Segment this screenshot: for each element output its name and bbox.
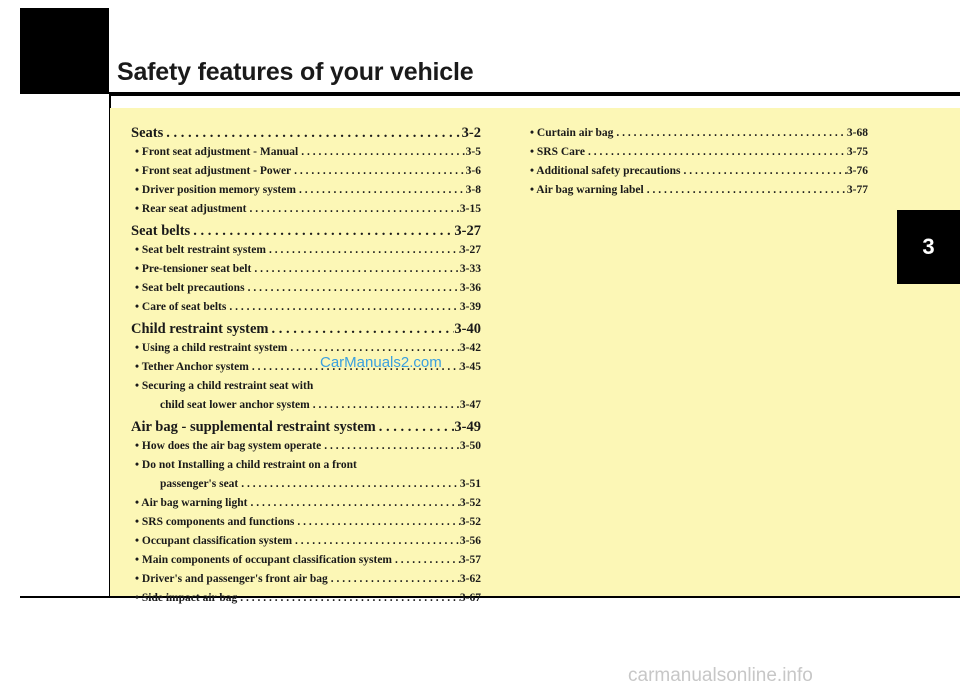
toc-page-number: 3-77 <box>846 184 868 196</box>
toc-entry[interactable] <box>131 241 481 260</box>
toc-page-number: 3-68 <box>846 127 868 139</box>
toc-entry[interactable] <box>131 396 481 415</box>
toc-page-number: 3-52 <box>459 497 481 509</box>
toc-page-number: 3-76 <box>846 165 868 177</box>
toc-page-number: 3-47 <box>459 399 481 411</box>
toc-section[interactable] <box>131 222 481 241</box>
toc-label: • Air bag warning label <box>530 184 644 196</box>
toc-label: • Air bag warning light <box>135 497 248 509</box>
leader-dots <box>163 124 461 143</box>
leader-dots <box>328 570 460 589</box>
toc-page-number: 3-49 <box>454 419 481 435</box>
leader-dots <box>292 532 460 551</box>
chapter-tab[interactable]: 3 <box>897 210 960 284</box>
leader-dots <box>238 475 460 494</box>
toc-label: • Tether Anchor system <box>135 361 249 373</box>
toc-entry[interactable] <box>131 551 481 570</box>
toc-entry[interactable] <box>131 532 481 551</box>
toc-label: • Driver position memory system <box>135 184 296 196</box>
toc-label: • Care of seat belts <box>135 301 227 313</box>
toc-entry[interactable] <box>131 494 481 513</box>
toc-entry[interactable] <box>131 570 481 589</box>
toc-label: • Securing a child restraint seat with <box>135 380 314 392</box>
footer-watermark: carmanualsonline.info <box>628 665 813 686</box>
toc-label: • Front seat adjustment - Manual <box>135 146 299 158</box>
toc-label: Child restraint system <box>131 321 269 337</box>
toc-entry[interactable] <box>131 162 481 181</box>
toc-entry[interactable] <box>131 181 481 200</box>
leader-dots <box>251 260 460 279</box>
toc-label: • Curtain air bag <box>530 127 614 139</box>
leader-dots <box>268 320 454 339</box>
toc-entry[interactable] <box>131 279 481 298</box>
leader-dots <box>298 143 465 162</box>
toc-page-number: 3-62 <box>459 573 481 585</box>
toc-page-number: 3-27 <box>459 244 481 256</box>
toc-label: • Main components of occupant classification system <box>135 554 393 566</box>
toc-page-number: 3-45 <box>459 361 481 373</box>
toc-page-number: 3-5 <box>465 146 481 158</box>
toc-label: passenger's seat <box>160 478 239 490</box>
toc-entry[interactable] <box>131 143 481 162</box>
toc-page-number: 3-67 <box>459 592 481 604</box>
leader-dots <box>237 589 460 608</box>
toc-label: • Occupant classification system <box>135 535 293 547</box>
toc-entry[interactable] <box>131 200 481 219</box>
toc-label: • Rear seat adjustment <box>135 203 247 215</box>
toc-label: • SRS components and functions <box>135 516 295 528</box>
toc-entry[interactable] <box>131 437 481 456</box>
toc-label: • Pre-tensioner seat belt <box>135 263 252 275</box>
toc-page-number: 3-33 <box>459 263 481 275</box>
leader-dots <box>392 551 460 570</box>
leader-dots <box>310 396 460 415</box>
toc-label: child seat lower anchor system <box>160 399 310 411</box>
toc-entry[interactable] <box>131 456 481 475</box>
toc-right-column <box>526 124 868 200</box>
title-rule <box>109 92 960 96</box>
toc-label: • Using a child restraint system <box>135 342 288 354</box>
toc-entry[interactable] <box>131 513 481 532</box>
toc-label: • Seat belt restraint system <box>135 244 266 256</box>
page-title: Safety features of your vehicle <box>117 58 474 86</box>
toc-label: • How does the air bag system operate <box>135 440 322 452</box>
leader-dots <box>247 494 459 513</box>
toc-page-number: 3-57 <box>459 554 481 566</box>
toc-entry[interactable] <box>131 260 481 279</box>
toc-page-number: 3-36 <box>459 282 481 294</box>
toc-entry[interactable] <box>526 124 868 143</box>
leader-dots <box>190 222 454 241</box>
toc-label: • Seat belt precautions <box>135 282 245 294</box>
toc-page-number: 3-75 <box>846 146 868 158</box>
toc-page-number: 3-52 <box>459 516 481 528</box>
toc-entry[interactable] <box>526 162 868 181</box>
leader-dots <box>321 437 460 456</box>
toc-label: • Front seat adjustment - Power <box>135 165 292 177</box>
leader-dots <box>296 181 466 200</box>
leader-dots <box>585 143 847 162</box>
toc-entry[interactable] <box>131 475 481 494</box>
leader-dots <box>291 162 465 181</box>
toc-entry[interactable] <box>526 181 868 200</box>
toc-page-number: 3-6 <box>465 165 481 177</box>
toc-page-number: 3-39 <box>459 301 481 313</box>
toc-page-number: 3-50 <box>459 440 481 452</box>
toc-entry[interactable] <box>131 377 481 396</box>
toc-page-number: 3-51 <box>459 478 481 490</box>
toc-section[interactable] <box>131 320 481 339</box>
leader-dots <box>266 241 460 260</box>
leader-dots <box>245 279 460 298</box>
toc-label: • Do not Installing a child restraint on a front <box>135 459 357 471</box>
toc-page-number: 3-27 <box>454 223 481 239</box>
toc-label: • SRS Care <box>530 146 585 158</box>
leader-dots <box>294 513 460 532</box>
corner-block <box>20 8 109 94</box>
leader-dots <box>226 298 460 317</box>
watermark-text: CarManuals2.com <box>320 354 442 371</box>
leader-dots <box>246 200 459 219</box>
toc-label: Seats <box>131 125 164 141</box>
leader-dots <box>680 162 846 181</box>
toc-page-number: 3-8 <box>465 184 481 196</box>
toc-page-number: 3-42 <box>459 342 481 354</box>
toc-entry[interactable] <box>131 298 481 317</box>
toc-entry[interactable] <box>526 143 868 162</box>
toc-label: • Additional safety precautions <box>530 165 681 177</box>
leader-dots <box>376 418 455 437</box>
toc-page-number: 3-2 <box>461 125 481 141</box>
toc-section[interactable] <box>131 418 481 437</box>
toc-page-number: 3-40 <box>454 321 481 337</box>
toc-label: • Driver's and passenger's front air bag <box>135 573 328 585</box>
toc-page-number: 3-56 <box>459 535 481 547</box>
toc-label: Seat belts <box>131 223 191 239</box>
toc-page-number: 3-15 <box>459 203 481 215</box>
toc-section[interactable] <box>131 124 481 143</box>
toc-entry[interactable] <box>131 589 481 608</box>
leader-dots <box>644 181 847 200</box>
toc-label: Air bag - supplemental restraint system <box>131 419 376 435</box>
toc-label: • Side impact air bag <box>135 592 238 604</box>
leader-dots <box>613 124 847 143</box>
